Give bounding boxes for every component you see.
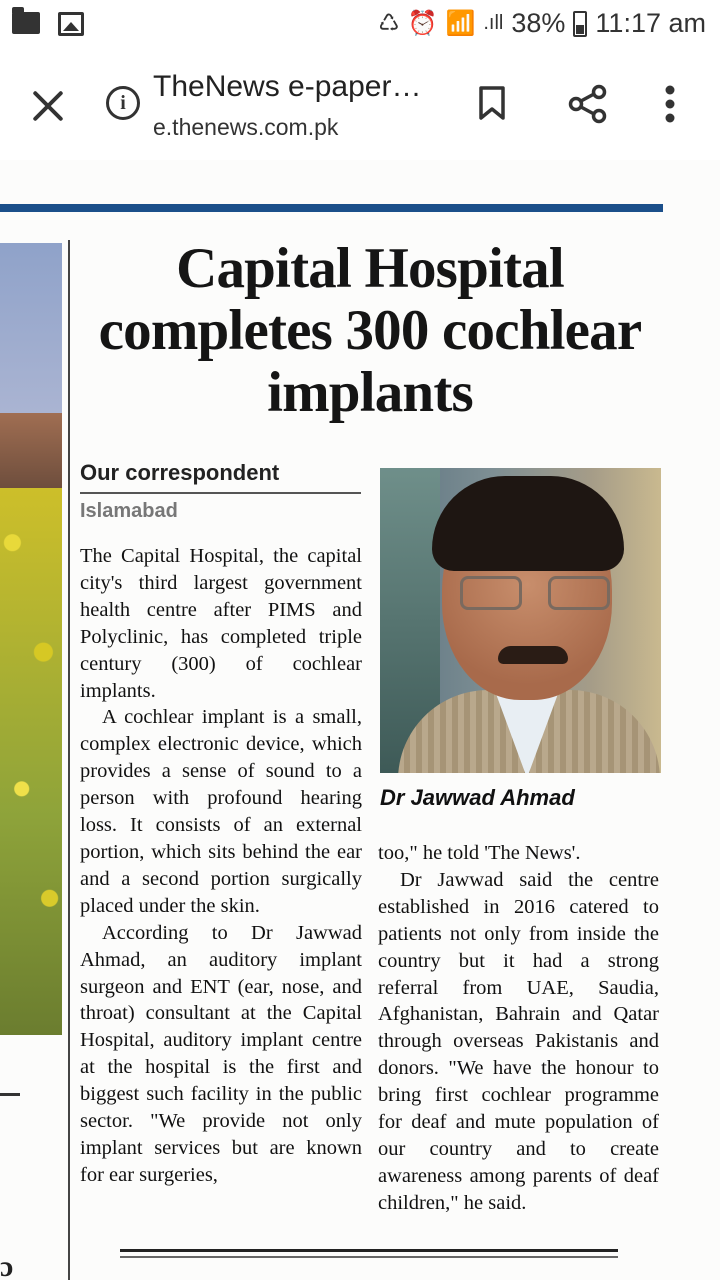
info-icon[interactable]: i — [106, 86, 140, 120]
portrait-photo — [380, 468, 661, 773]
byline: Our correspondent — [80, 460, 280, 485]
close-icon[interactable] — [28, 86, 68, 126]
bottom-rule — [120, 1256, 618, 1258]
bottom-rule — [120, 1249, 618, 1252]
battery-percent: 38% — [511, 8, 566, 38]
article-column-1 — [80, 543, 362, 1189]
status-bar — [0, 0, 720, 50]
signal-icon: .ıll — [483, 12, 504, 34]
bookmark-icon[interactable] — [478, 85, 506, 121]
alarm-icon: ⏰ — [407, 10, 438, 37]
folder-icon — [12, 12, 40, 34]
article-column-2 — [378, 840, 659, 1217]
photo-caption: Dr Jawwad Ahmad — [380, 785, 575, 810]
more-options-icon[interactable] — [664, 84, 676, 124]
paragraph: A cochlear implant is a small, complex electronic device, which provides a sense of sound to a person with profound hearing loss. It consists of an external portion, which sits behind the ear and a second portion surgically placed under the skin. — [80, 706, 362, 917]
page-title: TheNews e-paper… — [153, 70, 422, 103]
adjacent-photo — [0, 243, 62, 1035]
paragraph: The Capital Hospital, the capital city's third largest government health centre after PIMS and Polyclinic, has completed triple century (300) of cochlear implants. — [80, 545, 362, 702]
share-icon[interactable] — [568, 84, 608, 124]
adjacent-dash — [0, 1093, 20, 1096]
byline-rule — [80, 492, 361, 494]
paragraph: too," he told 'The News'. — [378, 842, 581, 864]
paragraph: Dr Jawwad said the centre established in 2016 catered to patients not only from inside the country but it had a strong referral from UAE, Saudia, Afghanistan, Bahrain and Qatar through overseas Pakistanis and donors. "We have the honour to bring first cochlear programme for deaf and mute population of our country and to create awareness among parents of deaf children," he said. — [378, 868, 659, 1214]
section-rule — [0, 204, 663, 212]
image-icon — [58, 12, 84, 36]
recycle-icon: ♺ — [378, 10, 400, 37]
clock: 11:17 am — [595, 8, 706, 38]
column-divider — [68, 240, 70, 1280]
wifi-icon: 📶 — [445, 10, 476, 37]
browser-toolbar — [0, 50, 720, 162]
adjacent-glyph: ɔ — [0, 1250, 14, 1280]
dateline: Islamabad — [80, 500, 178, 522]
battery-icon — [573, 11, 587, 37]
paragraph: According to Dr Jawwad Ahmad, an auditory implant surgeon and ENT (ear, nose, and throat) consultant at the Capital Hospital, auditory implant centre at the hospital is the first and biggest such facility in the public sector. "We provide not only implant services but are known for ear surgeries, — [80, 921, 362, 1186]
article-headline: Capital Hospital completes 300 cochlear implants — [98, 237, 642, 424]
epaper-page[interactable] — [0, 160, 720, 1280]
page-url[interactable]: e.thenews.com.pk — [153, 114, 339, 140]
